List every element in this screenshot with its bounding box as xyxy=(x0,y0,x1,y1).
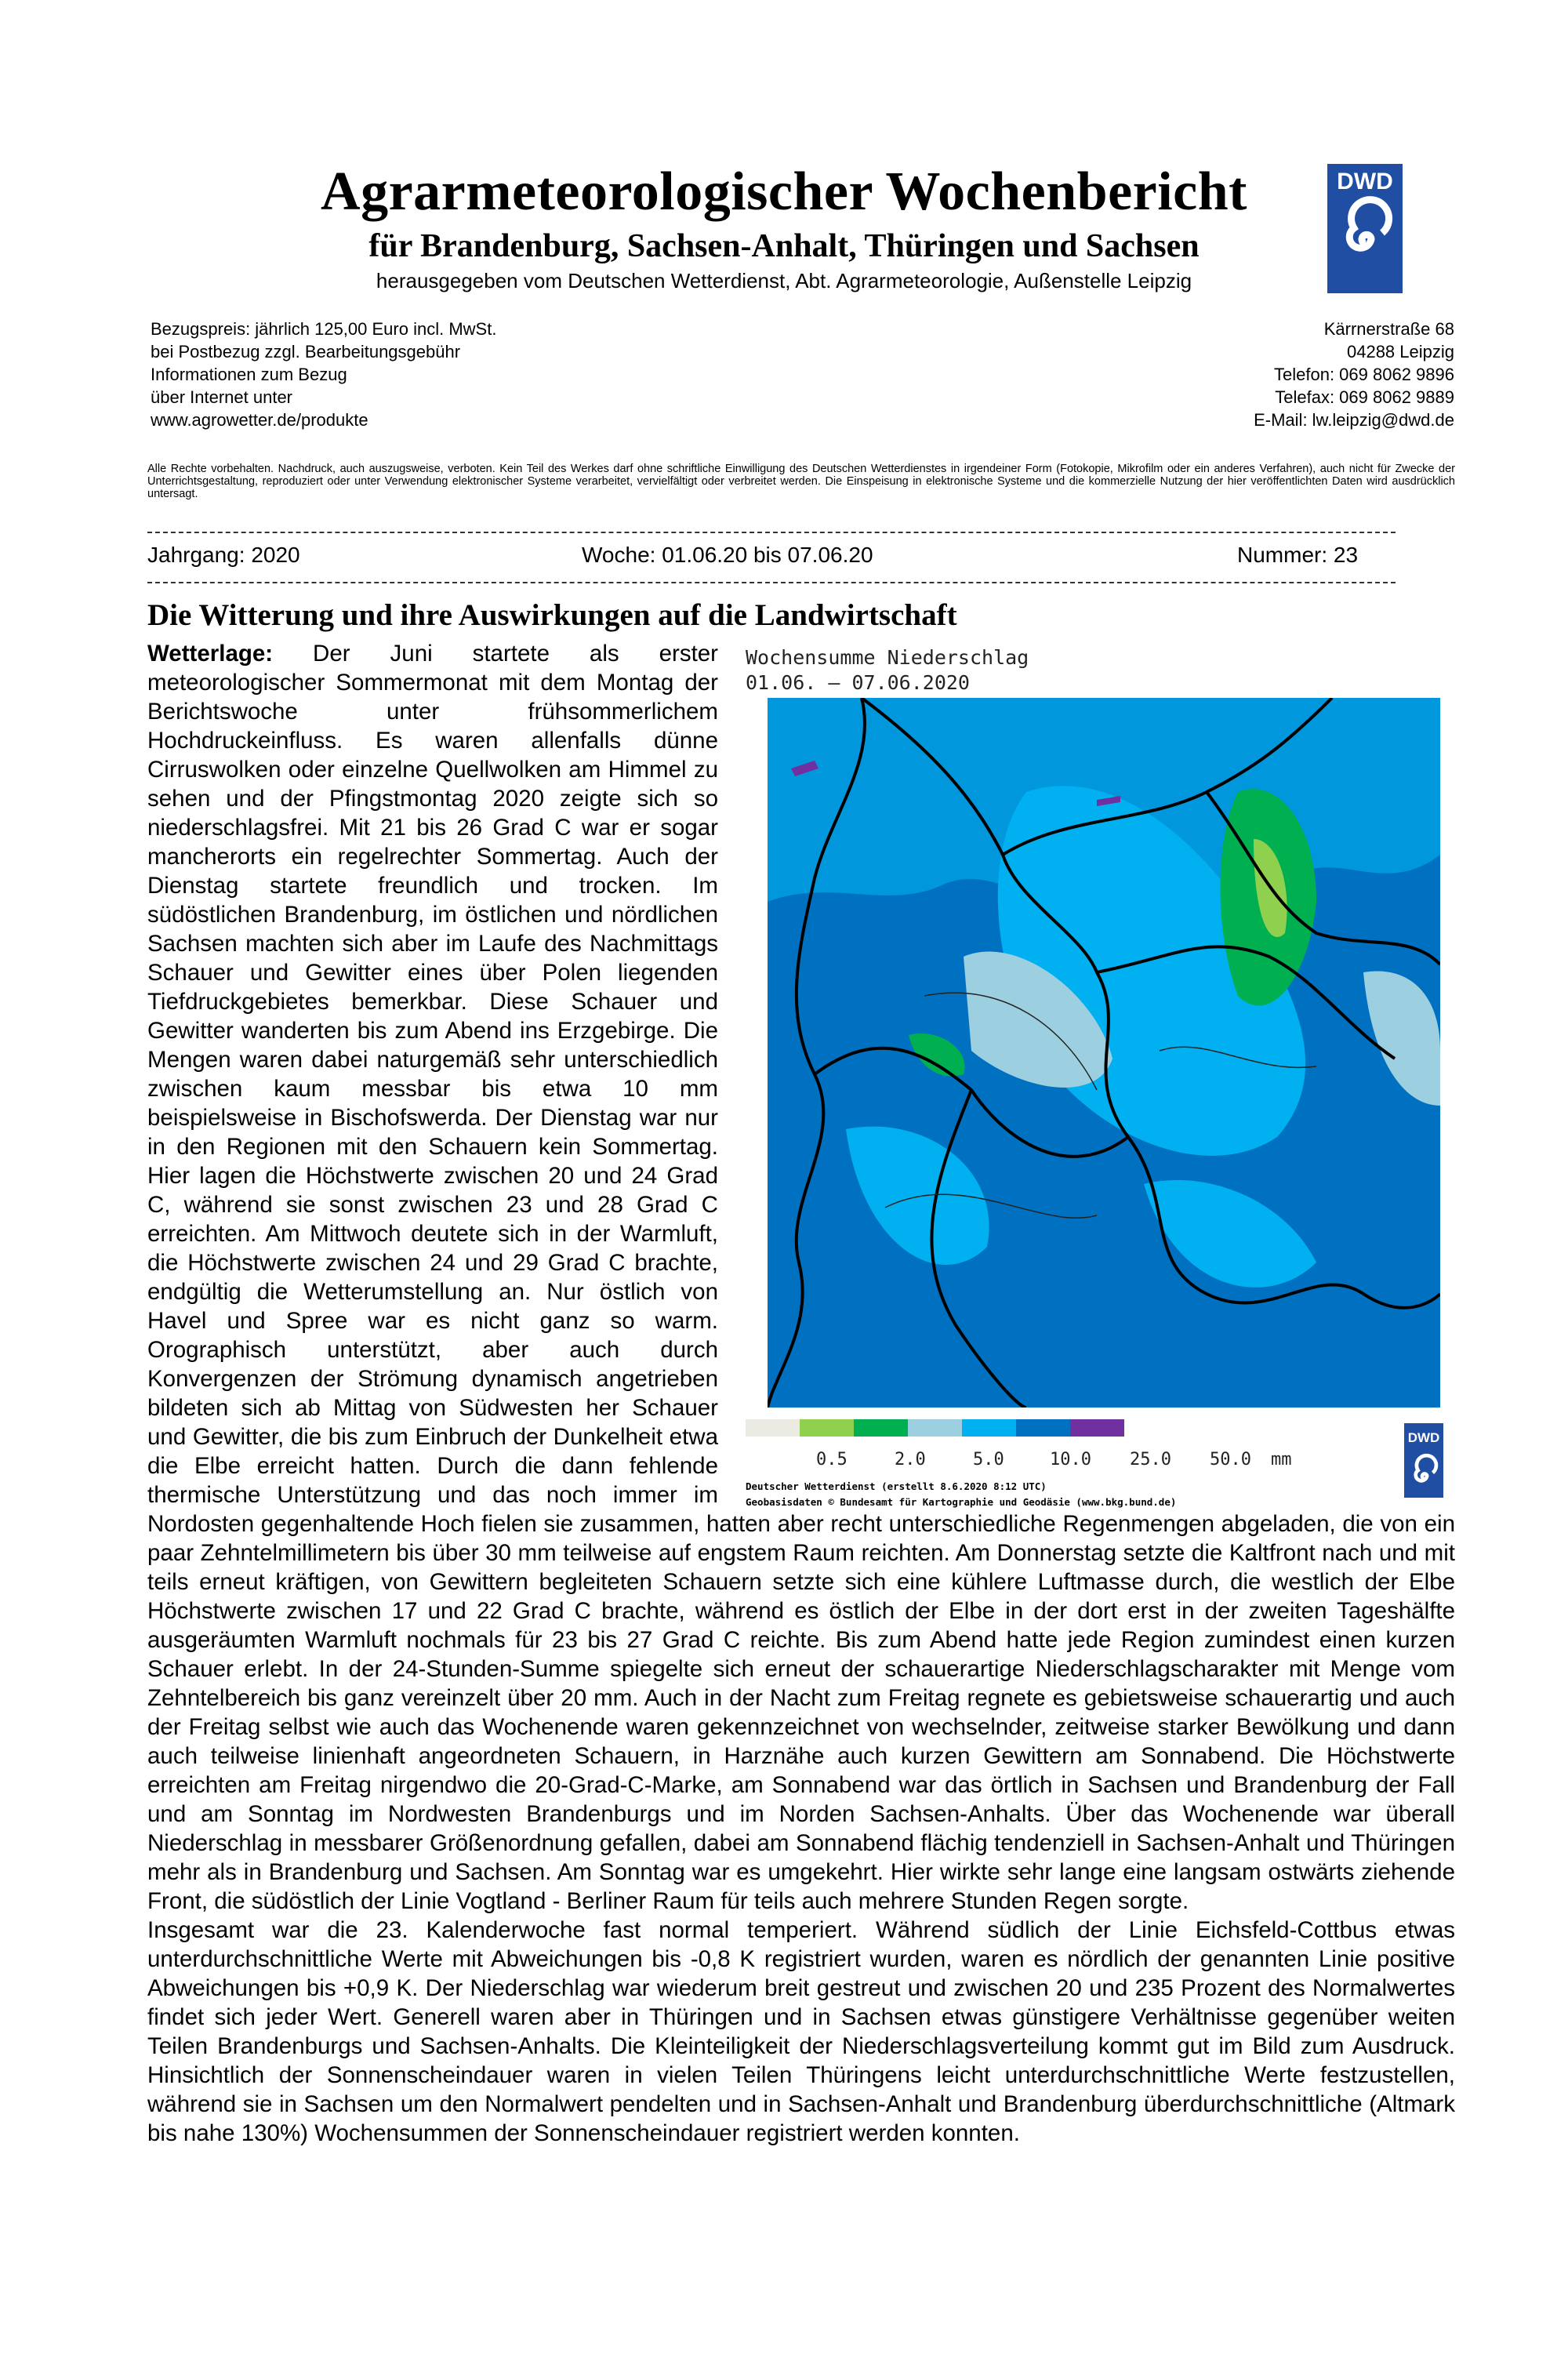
divider xyxy=(147,582,1396,583)
info-line: bei Postbezug zzgl. Bearbeitungsgebühr xyxy=(151,342,461,361)
lead-label: Wetterlage: xyxy=(147,641,274,667)
address-city: 04288 Leipzig xyxy=(1346,342,1454,361)
dwd-logo xyxy=(1327,164,1403,293)
phone: Telefon: 069 8062 9896 xyxy=(1274,365,1454,384)
legend-tick: 25.0 xyxy=(1130,1450,1171,1469)
email-link[interactable]: E-Mail: lw.leipzig@dwd.de xyxy=(1254,410,1454,430)
precipitation-map-figure xyxy=(738,639,1455,1508)
legend-swatch xyxy=(800,1419,854,1437)
issue-number: Nummer: 23 xyxy=(1237,543,1359,567)
spiral-icon xyxy=(1404,1452,1443,1503)
legend-unit: mm xyxy=(1271,1450,1292,1469)
precipitation-map xyxy=(768,698,1440,1408)
article-body xyxy=(147,639,1455,2148)
map-geodata-credit: Geobasisdaten © Bundesamt für Kartographie und Geodäsie (www.bkg.bund.de) xyxy=(746,1496,1177,1508)
info-line: über Internet unter xyxy=(151,387,293,407)
contact-info xyxy=(1254,318,1454,431)
publisher-line: herausgegeben vom Deutschen Wetterdienst, Abt. Agrarmeteorologie, Außenstelle Leipzig xyxy=(376,269,1192,292)
dwd-logo-text: DWD xyxy=(1337,169,1393,194)
legend-swatch xyxy=(908,1419,962,1437)
legend-swatch xyxy=(962,1419,1016,1437)
paragraph-text: Der Juni startete als erster meteorologischer Sommermonat mit dem Montag der Berichtswoche unter frühsommerlichem Hochdruckeinfluss. Es waren allenfalls dünne Cirruswolken oder einzelne Quellwolken am Himmel zu sehen und der Pfingstmontag 2020 zeigte sich so niederschlagsfrei. Mit 21 bis 26 Grad C war er sogar mancherorts ein regelrechter Sommertag. Auch der Dienstag startete freundlich und trocken. Im südöstlichen Brandenburg, im östlichen und nördlichen Sachsen machten sich aber im Laufe des Nachmittags Schauer und Gewitter eines über Polen liegenden Tiefdruckgebietes bemerkbar. Diese Schauer und Gewitter wanderten bis zum Abend ins Erzgebirge. Die Mengen waren dabei naturgemäß sehr unterschiedlich zwischen kaum messbar bis etwa 10 mm beispielsweise in Bischofswerda. Der Dienstag war nur in den Regionen mit den Schauern kein Sommertag. Hier lagen die Höchstwerte zwischen 20 und 24 Grad C, während sie sonst zwischen 23 und 28 Grad C erreichten. Am Mittwoch deutete sich in der Warmluft, die Höchstwerte zwischen 24 und 29 Grad C brachte, endgültig die Wetterumstellung an. Nur östlich von Havel und Spree war es nicht ganz so warm. Orographisch unterstützt, aber auch durch Konvergenzen der Strömung dynamisch angetrieben bildeten sich ab Mittag von Südwesten her Schauer und Gewitter, die bis zum Einbruch der Dunkelheit etwa die Elbe erreicht hatten. Durch die dann fehlende thermische Unterstützung und das noch immer im Nordosten gegenhaltende Hoch fielen sie zusammen, hatten aber recht unterschiedliche Regenmengen abgeladen, die von ein paar Zehntelmillimetern bis über 30 mm teilweise auf engstem Raum reichten. Am Donnerstag setzte die Kaltfront nach und mit teils erneut kräftigen, von Gewittern begleiteten Schauern setzte sich eine kühlere Luftmasse durch, die westlich der Elbe Höchstwerte zwischen 17 und 22 Grad C brachte, während es östlich der Elbe in der dort erst in der zweiten Tageshälfte ausgeräumten Warmluft nochmals für 23 bis 27 Grad C reichte. Bis zum Abend hatte jede Region zumindest einen kurzen Schauer erlebt. In der 24-Stunden-Summe spiegelte sich erneut der schauerartige Niederschlagscharakter mit Menge vom Zehntelbereich bis ganz vereinzelt über 20 mm. Auch in der Nacht zum Freitag regnete es gebietsweise schauerartig und auch der Freitag selbst wie auch das Wochenende waren gekennzeichnet von wechselnder, zeitweise starker Bewölkung und dann auch teilweise linienhaft angeordneten Schauern, in Harznähe auch kurzen Gewittern am Sonnabend. Die Höchstwerte erreichten am Freitag nirgendwo die 20-Grad-C-Marke, am Sonnabend war das örtlich in Sachsen und Brandenburg der Fall und am Sonntag im Nordwesten Brandenburgs und im Norden Sachsen-Anhalts. Über das Wochenende war überall Niederschlag in messbarer Größenordnung gefallen, dabei am Sonnabend flächig tendenziell in Sachsen-Anhalt und Thüringen mehr als in Brandenburg und Sachsen. Am Sonntag war es umgekehrt. Hier wirkte sehr lange eine langsam ostwärts ziehende Front, die südöstlich der Linie Vogtland - Berliner Raum für teils auch mehrere Stunden Regen sorgte. xyxy=(147,641,1455,1914)
website-link[interactable]: www.agrowetter.de/produkte xyxy=(151,410,368,430)
legend-tick: 2.0 xyxy=(895,1450,926,1469)
legend-swatch xyxy=(854,1419,908,1437)
spiral-icon xyxy=(1327,195,1403,289)
legend-tick: 0.5 xyxy=(816,1450,848,1469)
copyright-notice: Alle Rechte vorbehalten. Nachdruck, auch auszugsweise, verboten. Kein Teil des Werkes darf ohne schriftliche Einwilligung des Deutschen Wetterdienstes in irgendeiner Form (Fotokopie, Mikrofilm oder ein anderes Verfahren), auch nicht für Zwecke der Unterrichtsgestaltung, reproduziert oder unter Verwendung elektronischer Systeme verarbeitet, vervielfältigt oder verbreitet werden. Die Einspeisung in elektronische Systeme und die kommerzielle Nutzung der hier veröffentlichten Daten wird ausdrücklich untersagt. xyxy=(147,463,1455,500)
address-street: Kärrnerstraße 68 xyxy=(1323,319,1454,339)
map-date-range: 01.06. – 07.06.2020 xyxy=(746,671,970,694)
subscription-info xyxy=(151,318,496,431)
info-line: Informationen zum Bezug xyxy=(151,365,347,384)
fax: Telefax: 069 8062 9889 xyxy=(1275,387,1454,407)
report-subtitle: für Brandenburg, Sachsen-Anhalt, Thüringen und Sachsen xyxy=(368,228,1200,264)
legend-swatch xyxy=(1016,1419,1070,1437)
paragraph-summary: Insgesamt war die 23. Kalenderwoche fast normal temperiert. Während südlich der Linie Eichsfeld-Cottbus etwas unterdurchschnittliche Werte mit Abweichungen bis -0,8 K registriert wurden, waren es nördlich der genannten Linie positive Abweichungen bis +0,9 K. Der Niederschlag war wiederum breit gestreut und zwischen 20 und 235 Prozent des Normalwertes findet sich jeder Wert. Generell waren aber in Thüringen und in Sachsen etwas günstigere Verhältnisse gegenüber weiten Teilen Brandenburgs und Sachsen-Anhalts. Die Kleinteiligkeit der Niederschlagsverteilung kommt gut im Bild zum Ausdruck. Hinsichtlich der Sonnenscheindauer waren in vielen Teilen Thüringens leicht unterdurchschnittliche Werte festzustellen, während sie in Sachsen um den Normalwert pendelten und in Sachsen-Anhalt und Brandenburg überdurchschnittliche (Altmark bis nahe 130%) Wochensummen der Sonnenscheindauer registriert werden konnten. xyxy=(147,1917,1455,2146)
legend-tick: 50.0 xyxy=(1210,1450,1251,1469)
info-line: Bezugspreis: jährlich 125,00 Euro incl. MwSt. xyxy=(151,319,497,339)
legend-tick: 10.0 xyxy=(1050,1450,1091,1469)
map-title xyxy=(746,645,1029,696)
section-title: Die Witterung und ihre Auswirkungen auf die Landwirtschaft xyxy=(147,598,957,632)
week-range: Woche: 01.06.20 bis 07.06.20 xyxy=(582,543,873,567)
map-legend xyxy=(746,1419,1124,1437)
report-title: Agrarmeteorologischer Wochenbericht xyxy=(321,162,1247,222)
dwd-logo-small xyxy=(1404,1423,1443,1498)
map-credit: Deutscher Wetterdienst (erstellt 8.6.2020 8:12 UTC) xyxy=(746,1480,1047,1492)
divider xyxy=(147,532,1396,533)
legend-swatch xyxy=(746,1419,800,1437)
volume: Jahrgang: 2020 xyxy=(147,543,300,567)
legend-tick: 5.0 xyxy=(973,1450,1004,1469)
legend-swatch xyxy=(1070,1419,1124,1437)
dwd-logo-text: DWD xyxy=(1407,1430,1440,1445)
map-title-line: Wochensumme Niederschlag xyxy=(746,646,1029,669)
